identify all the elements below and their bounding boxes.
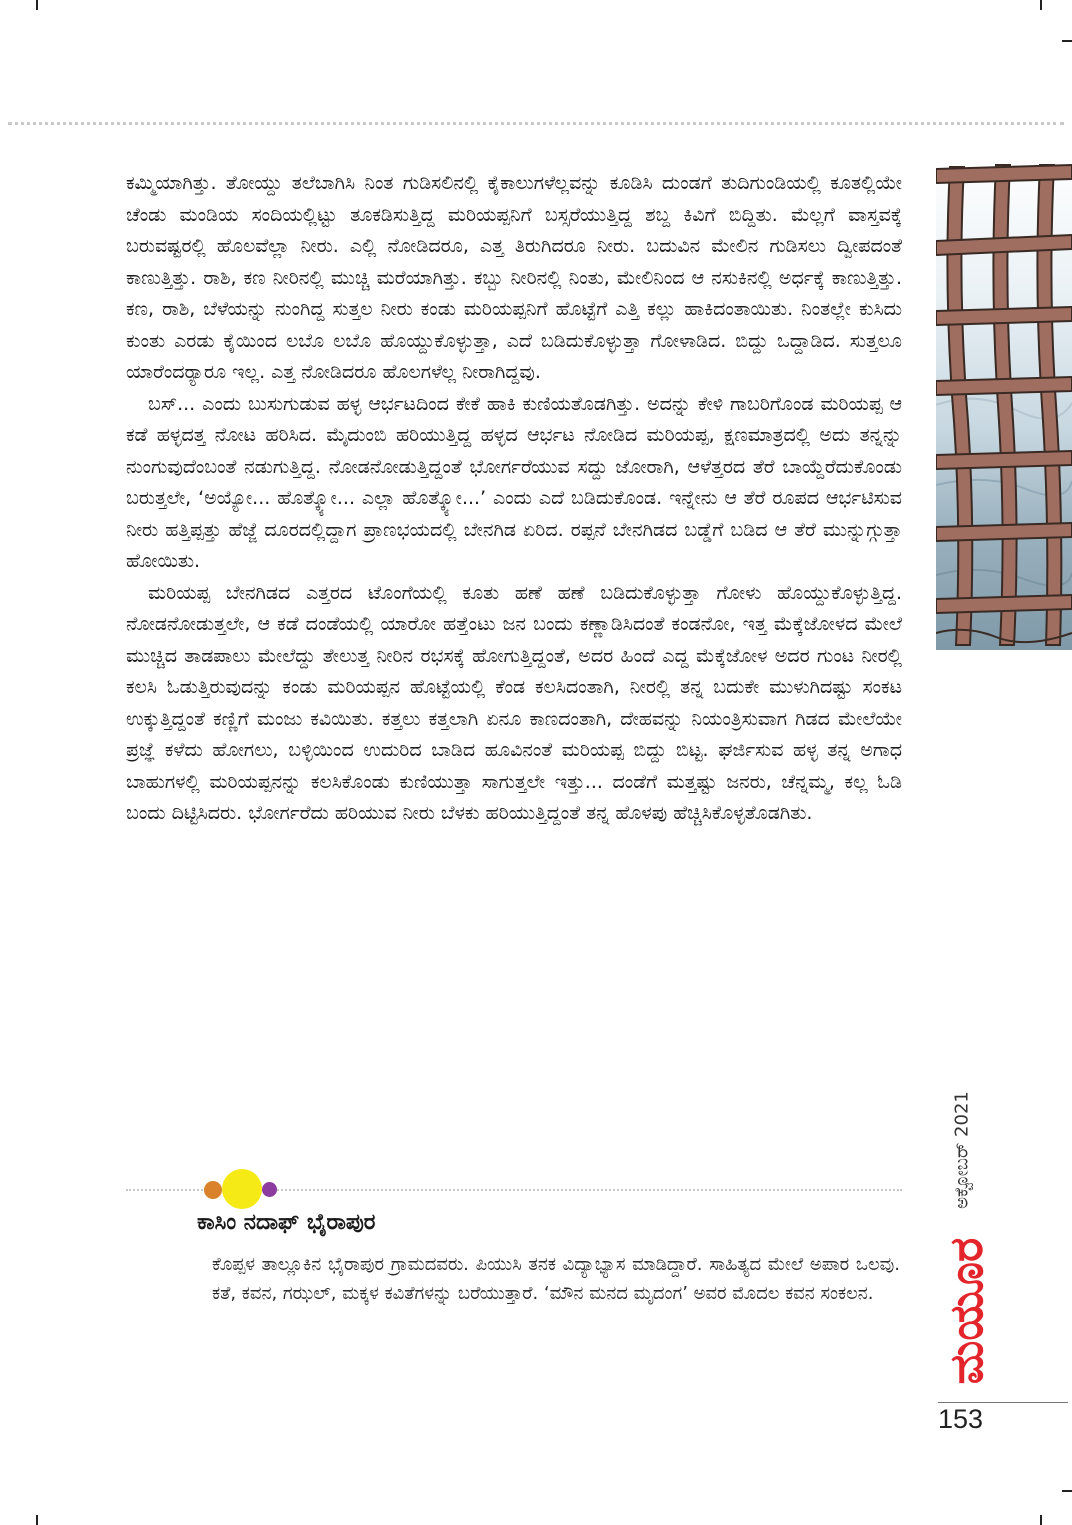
crop-mark-right-bottom xyxy=(1062,1490,1072,1492)
story-paragraph: ಕಮ್ಮಿಯಾಗಿತ್ತು. ತೋಯ್ದು ತಲೆಬಾಗಿಸಿ ನಿಂತ ಗುಡಿಸಲಿನಲ್ಲಿ ಕೈಕಾಲುಗಳೆಲ್ಲವನ್ನು ಕೂಡಿಸಿ ದುಂಡಗೆ ತುದಿಗುಂಡಿಯಲ್ಲಿ ಕೂತಲ್ಲಿಯೇ ಚೆಂಡು ಮಂಡಿಯ ಸಂದಿಯಲ್ಲಿಟ್ಟು ತೂಕಡಿಸುತ್ತಿದ್ದ ಮರಿಯಪ್ಪನಿಗೆ ಬಸ್ಸರೆಯುತ್ತಿದ್ದ ಶಬ್ದ ಕಿವಿಗೆ ಬಿದ್ದಿತು. ಮೆಲ್ಲಗೆ ವಾಸ್ತವಕ್ಕೆ ಬರುವಷ್ಟರಲ್ಲಿ ಹೊಲವೆಲ್ಲಾ ನೀರು. ಎಲ್ಲಿ ನೋಡಿದರೂ, ಎತ್ತ ತಿರುಗಿದರೂ ನೀರು. ಬದುವಿನ ಮೇಲಿನ ಗುಡಿಸಲು ದ್ವೀಪದಂತೆ ಕಾಣುತ್ತಿತ್ತು. ರಾಶಿ, ಕಣ ನೀರಿನಲ್ಲಿ ಮುಚ್ಚಿ ಮರೆಯಾಗಿತ್ತು. ಕಬ್ಬು ನೀರಿನಲ್ಲಿ ನಿಂತು, ಮೇಲಿನಿಂದ ಆ ನಸುಕಿನಲ್ಲಿ ಅರ್ಧಕ್ಕೆ ಕಾಣುತ್ತಿತ್ತು. ಕಣ, ರಾಶಿ, ಬೆಳೆಯನ್ನು ನುಂಗಿದ್ದ ಸುತ್ತಲ ನೀರು ಕಂಡು ಮರಿಯಪ್ಪನಿಗೆ ಹೊಟ್ಟೆಗೆ ಎತ್ತಿ ಕಲ್ಲು ಹಾಕಿದಂತಾಯಿತು. ನಿಂತಲ್ಲೇ ಕುಸಿದು ಕುಂತು ಎರಡು ಕೈಯಿಂದ ಲಬೊ ಲಬೊ ಹೊಯ್ದುಕೊಳ್ಳುತ್ತಾ, ಎದೆ ಬಡಿದುಕೊಳ್ಳುತ್ತಾ ಗೋಳಾಡಿದ. ಬಿದ್ದು ಒದ್ದಾಡಿದ. ಸುತ್ತಲೂ ಯಾರೆಂದರ್‍ಯಾರೂ ಇಲ್ಲ. ಎತ್ತ ನೋಡಿದರೂ ಹೊಲಗಳೆಲ್ಲ ನೀರಾಗಿದ್ದವು. xyxy=(126,172,902,383)
section-divider xyxy=(126,1177,902,1203)
yellow-dot xyxy=(222,1169,262,1209)
story-paragraph: ಮರಿಯಪ್ಪ ಬೇನಗಿಡದ ಎತ್ತರದ ಟೊಂಗೆಯಲ್ಲಿ ಕೂತು ಹಣೆ ಹಣೆ ಬಡಿದುಕೊಳ್ಳುತ್ತಾ ಗೋಳು ಹೊಯ್ದುಕೊಳ್ಳುತ್ತಿದ್ದ. ನೋಡನೋಡುತ್ತಲೇ, ಆ ಕಡೆ ದಂಡೆಯಲ್ಲಿ ಯಾರೋ ಹತ್ತೆಂಟು ಜನ ಬಂದು ಕಣ್ಣಾಡಿಸಿದಂತೆ ಕಂಡನೋ, ಇತ್ತ ಮೆಕ್ಕೆಜೋಳದ ಮೇಲೆ ಮುಚ್ಚಿದ ತಾಡಪಾಲು ಮೇಲೆದ್ದು ತೇಲುತ್ತ ನೀರಿನ ರಭಸಕ್ಕೆ ಹೋಗುತ್ತಿದ್ದಂತೆ, ಅದರ ಹಿಂದೆ ಎದ್ದ ಮೆಕ್ಕೆಜೋಳ ಅದರ ಗುಂಟ ನೀರಲ್ಲಿ ಕಲಸಿ ಓಡುತ್ತಿರುವುದನ್ನು ಕಂಡು ಮರಿಯಪ್ಪನ ಹೊಟ್ಟೆಯಲ್ಲಿ ಕೆಂಡ ಕಲಸಿದಂತಾಗಿ, ನೀರಲ್ಲಿ ತನ್ನ ಬದುಕೇ ಮುಳುಗಿದಷ್ಟು ಸಂಕಟ ಉಕ್ಕುತ್ತಿದ್ದಂತೆ ಕಣ್ಣಿಗೆ ಮಂಜು ಕವಿಯಿತು. ಕತ್ತಲು ಕತ್ತಲಾಗಿ ಏನೂ ಕಾಣದಂತಾಗಿ, ದೇಹವನ್ನು ನಿಯಂತ್ರಿಸುವಾಗ ಗಿಡದ ಮೇಲೆಯೇ ಪ್ರಜ್ಞೆ ಕಳೆದು ಹೋಗಲು, ಬಳ್ಳಿಯಿಂದ ಉದುರಿದ ಬಾಡಿದ ಹೂವಿನಂತೆ ಮರಿಯಪ್ಪ ಬಿದ್ದು ಬಿಟ್ಟ. ಘರ್ಜಿಸುವ ಹಳ್ಳ ತನ್ನ ಅಗಾಧ ಬಾಹುಗಳಲ್ಲಿ ಮರಿಯಪ್ಪನನ್ನು ಕಲಸಿಕೊಂಡು ಕುಣಿಯುತ್ತಾ ಸಾಗುತ್ತಲೇ ಇತ್ತು... ದಂಡೆಗೆ ಮತ್ತಷ್ಟು ಜನರು, ಚೆನ್ನಮ್ಮ, ಕಲ್ಲ ಓಡಿ ಬಂದು ದಿಟ್ಟಿಸಿದರು. ಭೋರ್ಗರೆದು ಹರಿಯುವ ನೀರು ಬೆಳಕು ಹರಿಯುತ್ತಿದ್ದಂತೆ ತನ್ನ ಹೊಳಪು ಹೆಚ್ಚಿಸಿಕೊಳ್ಳತೊಡಗಿತು. xyxy=(126,581,902,824)
magazine-logo xyxy=(922,1226,1012,1396)
purple-dot xyxy=(262,1182,277,1197)
author-bio: ಕೊಪ್ಪಳ ತಾಲ್ಲೂಕಿನ ಭೈರಾಪುರ ಗ್ರಾಮದವರು. ಪಿಯುಸಿ ತನಕ ವಿದ್ಯಾಭ್ಯಾಸ ಮಾಡಿದ್ದಾರೆ. ಸಾಹಿತ್ಯದ ಮೇಲೆ ಅಪಾರ ಒಲವು. ಕತೆ, ಕವನ, ಗಝಲ್, ಮಕ್ಕಳ ಕವಿತೆಗಳನ್ನು ಬರೆಯುತ್ತಾರೆ. ‘ಮೌನ ಮನದ ಮೃದಂಗ’ ಅವರ ಮೊದಲ ಕವನ ಸಂಕಲನ. xyxy=(212,1254,900,1304)
issue-date xyxy=(922,1080,1002,1220)
crop-mark-right-top xyxy=(1062,40,1072,42)
page-number-rule xyxy=(938,1402,1068,1403)
author-name: ಕಾಸಿಂ ನದಾಫ್ ಭೈರಾಪುರ xyxy=(197,1210,376,1235)
illustration-ladder xyxy=(936,155,1072,650)
magazine-logo-text: ಮಯೂರ xyxy=(939,1237,993,1385)
story-paragraph: ಬಸ್... ಎಂದು ಬುಸುಗುಡುವ ಹಳ್ಳ ಆರ್ಭಟದಿಂದ ಕೇಕೆ ಹಾಕಿ ಕುಣಿಯತೊಡಗಿತ್ತು. ಅದನ್ನು ಕೇಳಿ ಗಾಬರಿಗೊಂಡ ಮರಿಯಪ್ಪ ಆ ಕಡೆ ಹಳ್ಳದತ್ತ ನೋಟ ಹರಿಸಿದ. ಮೈದುಂಬಿ ಹರಿಯುತ್ತಿದ್ದ ಹಳ್ಳದ ಆರ್ಭಟ ನೋಡಿದ ಮರಿಯಪ್ಪ, ಕ್ಷಣಮಾತ್ರದಲ್ಲಿ ಅದು ತನ್ನನ್ನು ನುಂಗುವುದೆಂಬಂತೆ ನಡುಗುತ್ತಿದ್ದ. ನೋಡನೋಡುತ್ತಿದ್ದಂತೆ ಭೋರ್ಗರೆಯುವ ಸದ್ದು ಜೋರಾಗಿ, ಆಳೆತ್ತರದ ತೆರೆ ಬಾಯ್ದೆರೆದುಕೊಂಡು ಬರುತ್ತಲೇ, ‘ಅಯ್ಯೋ... ಹೊತ್ಕ್ಯೋ... ಎಲ್ಲಾ ಹೊತ್ಕ್ಯೋ...’ ಎಂದು ಎದೆ ಬಡಿದುಕೊಂಡ. ಇನ್ನೇನು ಆ ತೆರೆ ರೂಪದ ಆರ್ಭಟಿಸುವ ನೀರು ಹತ್ತಿಪ್ಪತ್ತು ಹೆಜ್ಜೆ ದೂರದಲ್ಲಿದ್ದಾಗ ಪ್ರಾಣಭಯದಲ್ಲಿ ಬೇನಗಿಡ ಏರಿದ. ರಪ್ಪನೆ ಬೇನಗಿಡದ ಬಡ್ಡೆಗೆ ಬಡಿದ ಆ ತೆರೆ ಮುನ್ನುಗ್ಗುತ್ತಾ ಹೋಯಿತು. xyxy=(126,392,902,572)
crop-mark-bottom-right xyxy=(1040,1515,1042,1525)
story-body xyxy=(126,168,902,830)
top-dotted-rule xyxy=(8,122,1064,125)
issue-date-text: ಅಕ್ಟೋಬರ್ 2021 xyxy=(951,1091,973,1209)
crop-mark-top-right xyxy=(1040,0,1042,10)
crop-mark-bottom-left xyxy=(36,1515,38,1525)
orange-dot xyxy=(204,1181,222,1199)
page-number: 153 xyxy=(938,1404,984,1434)
crop-mark-top-left xyxy=(36,0,38,10)
